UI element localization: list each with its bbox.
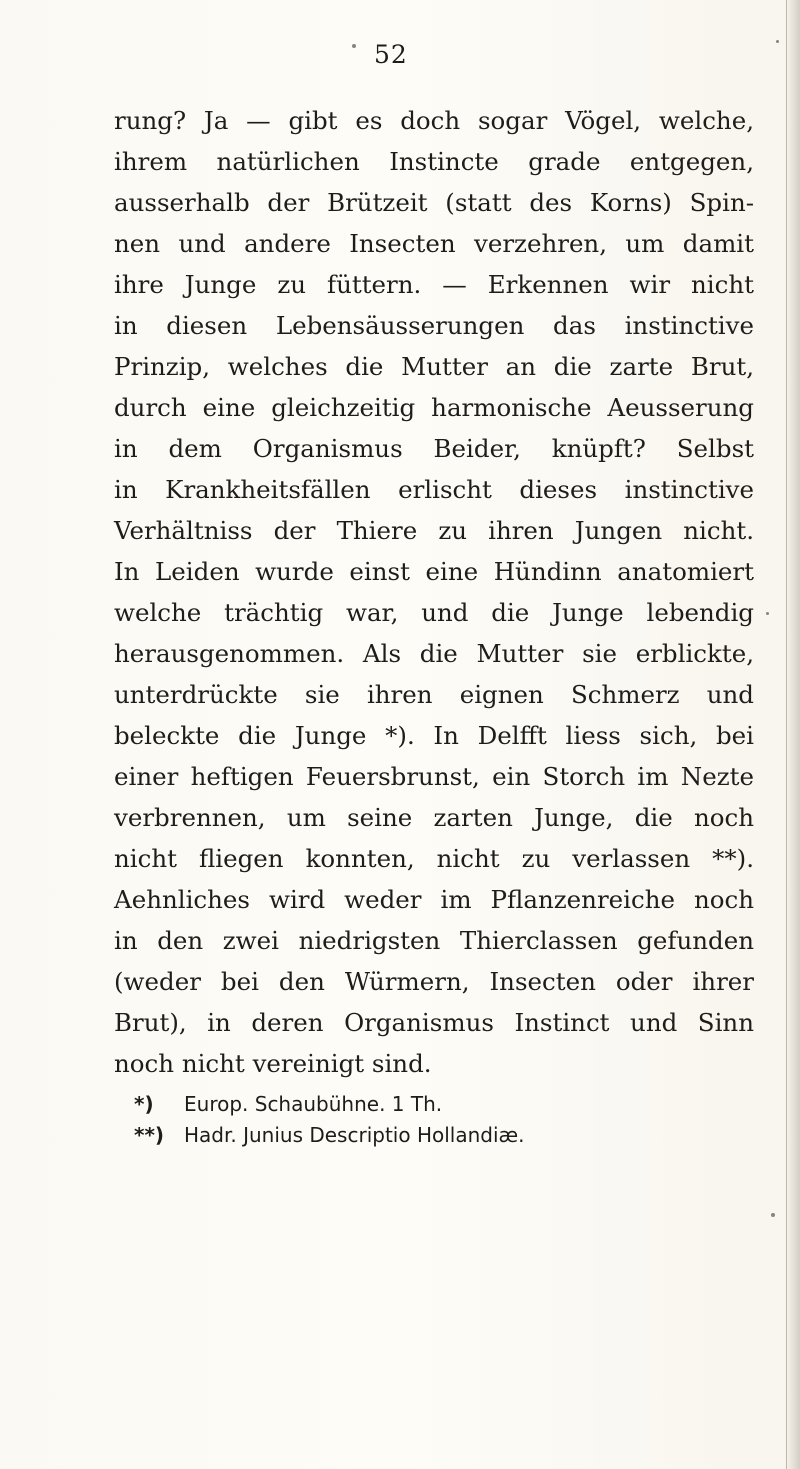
- text-line: noch nicht vereinigt sind.: [114, 1049, 432, 1078]
- text-line: beleckte die Junge *). In Delfft liess sich, bei: [114, 721, 754, 750]
- paper-speck: [766, 612, 769, 615]
- text-line: ihre Junge zu füttern. — Erkennen wir nicht: [114, 270, 754, 299]
- text-line: in den zwei niedrigsten Thierclassen gefunden: [114, 926, 754, 955]
- text-line: Aehnliches wird weder im Pflanzenreiche noch: [114, 885, 754, 914]
- text-line: verbrennen, um seine zarten Junge, die noch: [114, 803, 754, 832]
- text-line: ihrem natürlichen Instincte grade entgegen,: [114, 147, 754, 176]
- text-line: in dem Organismus Beider, knüpft? Selbst: [114, 434, 754, 463]
- text-line: rung? Ja — gibt es doch sogar Vögel, welche,: [114, 106, 754, 135]
- footnote: [134, 1120, 525, 1151]
- text-line: nen und andere Insecten verzehren, um damit: [114, 229, 754, 258]
- paper-speck: [771, 1213, 775, 1217]
- text-line: (weder bei den Würmern, Insecten oder ihrer: [114, 967, 754, 996]
- text-line: einer heftigen Feuersbrunst, ein Storch im Nezte: [114, 762, 754, 791]
- footnote-text: Europ. Schaubühne. 1 Th.: [184, 1092, 443, 1116]
- page-edge: [786, 0, 800, 1469]
- text-line: nicht fliegen konnten, nicht zu verlassen **).: [114, 844, 754, 873]
- text-line: Brut), in deren Organismus Instinct und Sinn: [114, 1008, 754, 1037]
- footnotes: [134, 1089, 525, 1151]
- text-line: Prinzip, welches die Mutter an die zarte Brut,: [114, 352, 754, 381]
- body-text: [114, 100, 754, 1084]
- footnote: [134, 1089, 525, 1120]
- footnote-text: Hadr. Junius Descriptio Hollandiæ.: [184, 1123, 525, 1147]
- paper-speck: [776, 40, 779, 43]
- text-line: unterdrückte sie ihren eignen Schmerz und: [114, 680, 754, 709]
- footnote-marker: *): [134, 1092, 154, 1116]
- text-line: In Leiden wurde einst eine Hündinn anatomiert: [114, 557, 754, 586]
- paper-speck: [352, 44, 356, 48]
- text-line: Verhältniss der Thiere zu ihren Jungen nicht.: [114, 516, 754, 545]
- text-line: ausserhalb der Brützeit (statt des Korns) Spin-: [114, 188, 754, 217]
- text-line: herausgenommen. Als die Mutter sie erblickte,: [114, 639, 754, 668]
- text-line: welche trächtig war, und die Junge lebendig: [114, 598, 754, 627]
- page-number: 52: [374, 40, 408, 69]
- footnote-marker: **): [134, 1123, 165, 1147]
- text-line: in diesen Lebensäusserungen das instinctive: [114, 311, 754, 340]
- text-line: durch eine gleichzeitig harmonische Aeusserung: [114, 393, 754, 422]
- text-line: in Krankheitsfällen erlischt dieses instinctive: [114, 475, 754, 504]
